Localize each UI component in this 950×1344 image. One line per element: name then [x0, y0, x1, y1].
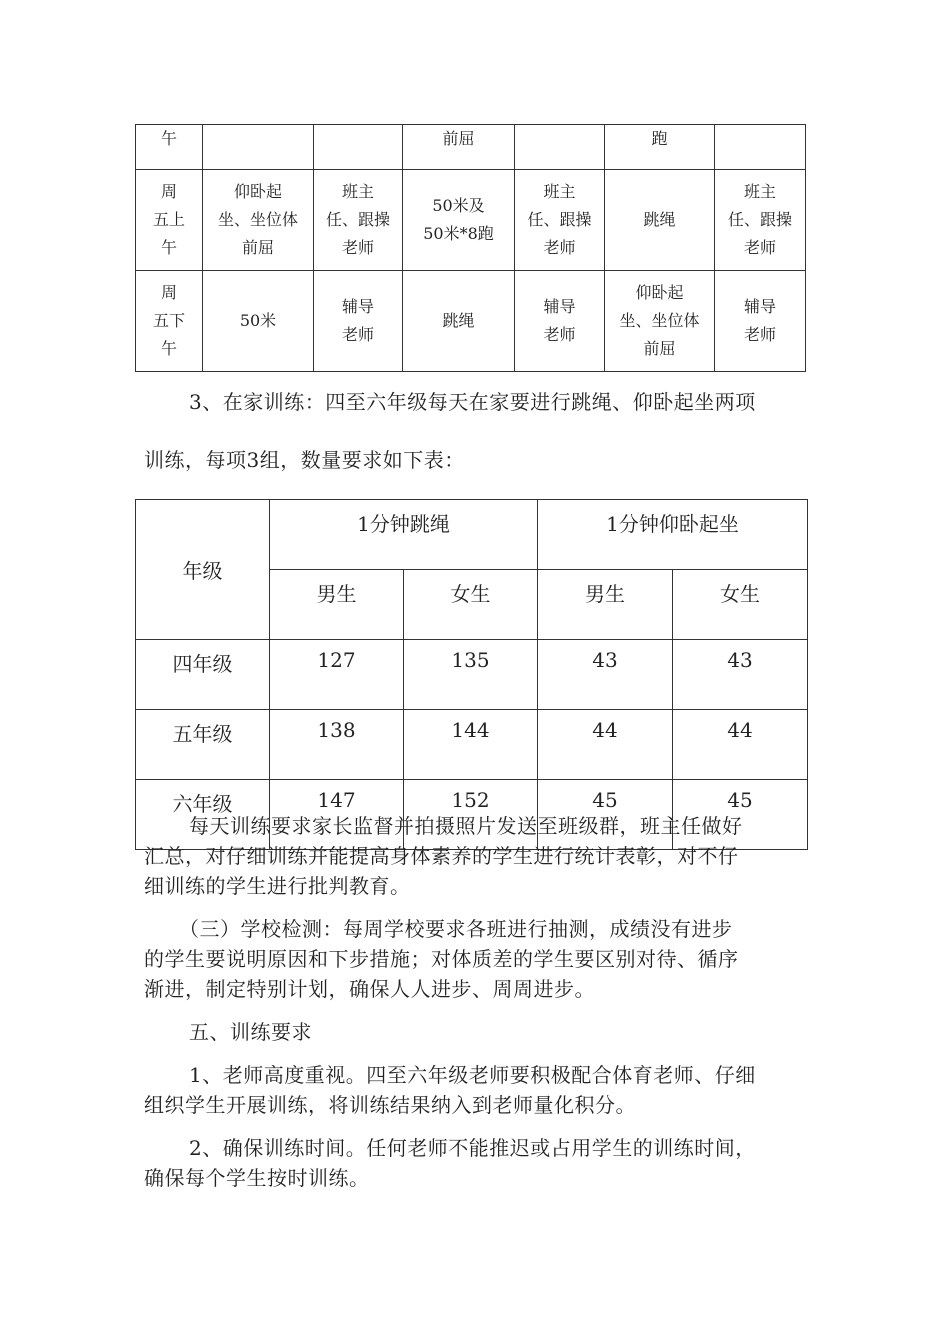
sub-header-male: 男生	[538, 570, 673, 640]
value-cell: 147	[270, 780, 404, 850]
situp-header: 1分钟仰卧起坐	[538, 500, 808, 570]
requirements-heading: 五、训练要求	[189, 1020, 312, 1044]
school-check-line-1: （三）学校检测：每周学校要求各班进行抽测，成绩没有进步	[179, 917, 733, 941]
schedule-cell: 跑	[605, 125, 715, 170]
schedule-day-cell: 周 五上 午	[136, 170, 203, 271]
schedule-cell	[715, 125, 806, 170]
value-cell: 43	[673, 640, 808, 710]
value-cell: 44	[673, 710, 808, 780]
quantity-table	[135, 499, 808, 850]
schedule-cell	[314, 125, 403, 170]
schedule-cell: 仰卧起 坐、坐位体 前屈	[605, 271, 715, 372]
schedule-cell: 辅导 老师	[515, 271, 605, 372]
value-cell: 127	[270, 640, 404, 710]
schedule-cell: 50米及 50米*8跑	[403, 170, 515, 271]
schedule-day-cell: 周 五下 午	[136, 271, 203, 372]
sub-header-female: 女生	[673, 570, 808, 640]
schedule-cell: 仰卧起 坐、坐位体 前屈	[203, 170, 314, 271]
grade-header: 年级	[136, 500, 270, 640]
schedule-cell: 班主 任、跟操 老师	[515, 170, 605, 271]
value-cell: 144	[404, 710, 538, 780]
schedule-row	[136, 271, 806, 372]
grade-cell: 六年级	[136, 780, 270, 850]
requirement-2-line-1: 2、确保训练时间。任何老师不能推迟或占用学生的训练时间，	[189, 1136, 756, 1160]
schedule-cell: 班主 任、跟操 老师	[715, 170, 806, 271]
schedule-cell	[203, 125, 314, 170]
value-cell: 152	[404, 780, 538, 850]
schedule-row	[136, 170, 806, 271]
requirement-1-line-1: 1、老师高度重视。四至六年级老师要积极配合体育老师、仔细	[189, 1063, 756, 1087]
requirement-2-line-2: 确保每个学生按时训练。	[144, 1166, 370, 1190]
grade-cell: 五年级	[136, 710, 270, 780]
value-cell: 138	[270, 710, 404, 780]
requirement-1-line-2: 组织学生开展训练，将训练结果纳入到老师量化积分。	[144, 1093, 636, 1117]
schedule-row	[136, 125, 806, 170]
value-cell: 135	[404, 640, 538, 710]
supervision-line-2: 汇总，对仔细训练并能提高身体素养的学生进行统计表彰，对不仔	[144, 844, 739, 868]
value-cell: 43	[538, 640, 673, 710]
value-cell: 45	[673, 780, 808, 850]
home-training-line-1: 3、在家训练：四至六年级每天在家要进行跳绳、仰卧起坐两项	[189, 390, 756, 414]
sub-header-male: 男生	[270, 570, 404, 640]
schedule-cell: 辅导 老师	[314, 271, 403, 372]
supervision-line-1: 每天训练要求家长监督并拍摄照片发送至班级群，班主任做好	[189, 814, 743, 838]
grade-cell: 四年级	[136, 640, 270, 710]
schedule-cell: 辅导 老师	[715, 271, 806, 372]
value-cell: 45	[538, 780, 673, 850]
value-cell: 44	[538, 710, 673, 780]
jump-rope-header: 1分钟跳绳	[270, 500, 538, 570]
schedule-cell	[515, 125, 605, 170]
schedule-cell: 班主 任、跟操 老师	[314, 170, 403, 271]
schedule-cell: 前屈	[403, 125, 515, 170]
schedule-cell: 跳绳	[605, 170, 715, 271]
school-check-line-2: 的学生要说明原因和下步措施；对体质差的学生要区别对待、循序	[144, 947, 739, 971]
table-row	[136, 710, 808, 780]
supervision-line-3: 细训练的学生进行批判教育。	[144, 874, 411, 898]
schedule-cell: 50米	[203, 271, 314, 372]
home-training-line-2: 训练，每项3组，数量要求如下表：	[144, 448, 465, 472]
table-row	[136, 640, 808, 710]
school-check-line-3: 渐进，制定特别计划，确保人人进步、周周进步。	[144, 977, 595, 1001]
schedule-cell: 跳绳	[403, 271, 515, 372]
schedule-cell: 午	[136, 125, 203, 170]
sub-header-female: 女生	[404, 570, 538, 640]
schedule-table	[135, 124, 806, 372]
